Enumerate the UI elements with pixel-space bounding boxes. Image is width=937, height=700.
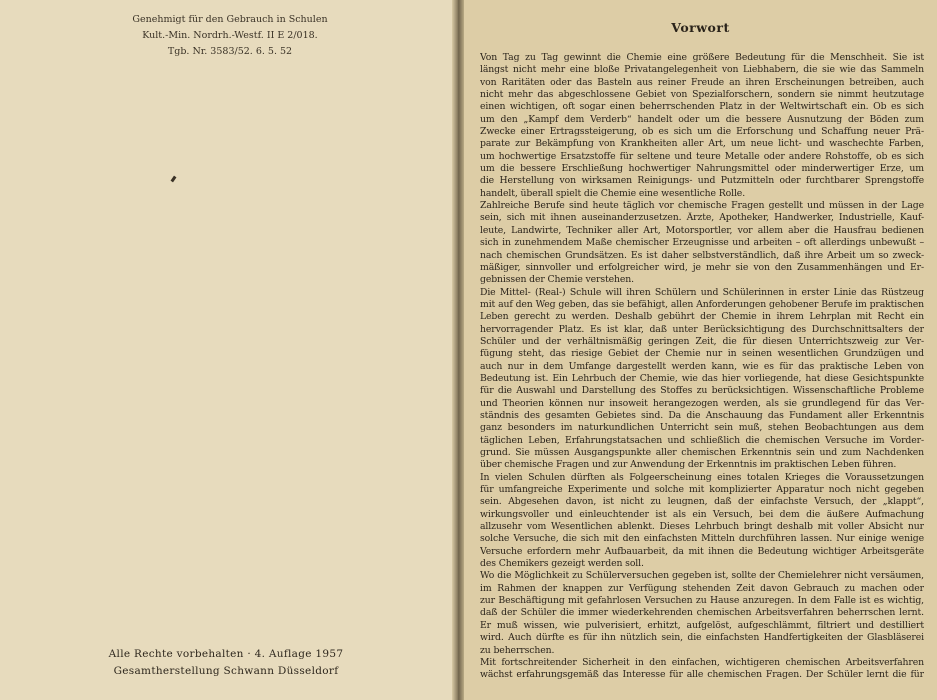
text-line: grund. Sie müssen Ausgangspunkte aller chemischen Erkenntnis sein und zum Nachdenken [480, 447, 924, 458]
left-page [0, 0, 456, 700]
text-line: für umfangreiche Experimente und solche mit komplizierter Apparatur noch nicht gegeben [480, 484, 924, 496]
text-line: Er muß wissen, wie pulverisiert, erhitzt, aufgelöst, aufgeschlämmt, filtriert und destilliert [480, 619, 924, 631]
text-line: um hochwertige Ersatzstoffe für seltene und teure Metalle oder andere Rohstoffe, ob es sich [480, 150, 924, 162]
text-line: wird. Auch dürfte es für ihn nützlich sein, die einfachsten Handfertigkeiten der Glasbläserei [480, 632, 924, 644]
approval-imprint [110, 12, 350, 60]
text-line: nach chemischen Grundsätzen. Es ist daher selbstverständlich, daß ihre Arbeit um so zweck- [480, 249, 924, 261]
text-line: nicht mehr das abgeschlossene Gebiet von Spezialforschern, sondern sie nimmt heutzutage [480, 89, 924, 101]
text-line: Die Mittel- (Real-) Schule will ihren Schülern und Schülerinnen in erster Linie das Rüstzeug [480, 286, 924, 298]
copyright-imprint [40, 646, 412, 680]
text-line: Leben gerecht zu werden. Deshalb gebührt der Chemie in ihrem Lehrplan mit Recht ein [480, 311, 924, 323]
text-line: wächst erfahrungsgemäß das Interesse für alle chemischen Fragen. Der Schüler lernt die für [480, 669, 924, 681]
text-line: Wo die Möglichkeit zu Schülerversuchen gegeben ist, sollte der Chemielehrer nicht versäumen, [480, 570, 924, 582]
text-line: mäßiger, sinnvoller und erfolgreicher wird, je mehr sie von den Zusammenhängen und Er- [480, 261, 924, 273]
text-line: Bedeutung ist. Ein Lehrbuch der Chemie, wie das hier vorliegende, hat diese Gesichtspunkte [480, 372, 924, 384]
text-line: über chemische Fragen und zur Anwendung der Erkenntnis im praktischen Leben führen. [480, 459, 897, 471]
text-line: täglichen Leben, Erfahrungstatsachen und schließlich die chemischen Versuche im Vorder- [480, 434, 924, 446]
text-line: und Theorien können nur insoweit herangezogen werden, als sie grundlegend für das Ver- [480, 397, 924, 409]
text-line: daß der Schüler die immer wiederkehrenden chemischen Arbeitsverfahren beherrschen lernt. [480, 607, 924, 619]
text-line: leute, Landwirte, Techniker aller Art, Motorsportler, vor allem aber die Hausfrau bedienen [480, 224, 924, 236]
text-line: sein, sich mit ihnen auseinanderzusetzen. Ärzte, Apotheker, Handwerker, Industrielle, Kauf- [480, 212, 924, 224]
text-line: Versuche erfordern mehr Aufbauarbeit, da mit ihnen die Bedeutung wichtiger Arbeitsgeräte [480, 545, 924, 557]
text-line: ganz besonders im naturkundlichen Unterricht sein muß, stehen Beobachtungen aus dem [480, 422, 924, 434]
text-line: sein. Abgesehen davon, ist nicht zu leugnen, daß der einfachste Versuch, der „klappt“, [480, 496, 924, 508]
text-line: von Raritäten oder das Basteln aus reiner Freude an ihren Erscheinungen betreiben, auch [480, 76, 924, 88]
text-line: auch nur in dem Umfange dargestellt werden kann, wie es für das praktische Leben von [480, 360, 924, 372]
text-line: handelt, überall spielt die Chemie eine wesentliche Rolle. [480, 187, 746, 199]
text-line: für die Auswahl und Darstellung des Stoffes zu berücksichtigen. Wissenschaftliche Probleme [480, 385, 924, 397]
text-line: die Herstellung von wirksamen Reinigungs- und Putzmitteln oder furchtbarer Sprengstoffe [480, 175, 924, 187]
text-line: Mit fortschreitender Sicherheit in den einfachen, wichtigeren chemischen Arbeitsverfahren [480, 656, 924, 668]
book-gutter [452, 0, 464, 700]
text-line: hervorragender Platz. Es ist klar, daß unter Berücksichtigung des Durchschnittsalters der [480, 323, 924, 335]
text-line: fügung steht, das riesige Gebiet der Chemie nur in seinen wesentlichen Grundzügen und [480, 348, 924, 360]
text-line: des Chemikers gezeigt werden soll. [480, 558, 644, 570]
text-line: In vielen Schulen dürften als Folgeerscheinung eines totalen Krieges die Voraussetzungen [480, 471, 924, 483]
text-line: zur Beschäftigung mit gefahrlosen Versuchen zu Hause anzuregen. In dem Falle ist es wichtig, [480, 595, 924, 607]
text-line: sich in zunehmendem Maße chemischer Erzeugnisse und arbeiten – oft allerdings unbewußt – [480, 237, 924, 249]
text-line: allzusehr vom Wesentlichen ablenkt. Dieses Lehrbuch bringt deshalb mit voller Absicht nur [480, 521, 924, 533]
text-line: parate zur Bekämpfung von Krankheiten aller Art, um neue licht- und waschechte Farben, [480, 138, 924, 150]
text-line: einen wichtigen, oft sogar einen beherrschenden Platz in der Weltwirtschaft ein. Ob es sich [480, 101, 924, 113]
text-line: ständnis des gesamten Gebietes sind. Da die Anschauung das Fundament aller Erkenntnis [480, 409, 924, 421]
text-line: gebnissen der Chemie verstehen. [480, 274, 634, 286]
imprint-line: Gesamtherstellung Schwann Düsseldorf [113, 665, 339, 677]
text-line: zu beherrschen. [480, 644, 555, 656]
text-line: längst nicht mehr eine bloße Privatangelegenheit von Liebhabern, die sie wie das Sammeln [480, 64, 924, 76]
text-line: Zwecke einer Ertragssteigerung, ob es sich um die Erforschung und Schaffung neuer Prä- [480, 126, 924, 138]
text-line: mit auf den Weg geben, das sie befähigt, allen Anforderungen gehobener Berufe im praktischen [480, 298, 924, 310]
text-line: Von Tag zu Tag gewinnt die Chemie eine größere Bedeutung für die Menschheit. Sie ist [480, 52, 924, 63]
ink-mark [171, 176, 177, 183]
text-line: um die bessere Erschließung hochwertiger Nahrungsmittel oder minderwertiger Erze, um [480, 163, 924, 175]
text-line: um den „Kampf dem Verderb“ handelt oder um die bessere Ausnutzung der Böden zum [480, 113, 924, 125]
text-line: im Rahmen der knappen zur Verfügung stehenden Zeit davon Gebrauch zu machen oder [480, 582, 924, 594]
imprint-line: Genehmigt für den Gebrauch in Schulen [132, 14, 328, 25]
imprint-line: Kult.-Min. Nordrh.-Westf. II E 2/018. [142, 30, 318, 41]
text-line: Schüler und der verhältnismäßig geringen Zeit, die für diesen Unterrichtszweig zur Ver- [480, 335, 924, 347]
text-line: solche Versuche, die sich mit den einfachsten Mitteln durchführen lassen. Nur einige wenige [480, 533, 924, 545]
text-line: Zahlreiche Berufe sind heute täglich vor chemische Fragen gestellt und müssen in der Lage [480, 200, 924, 212]
foreword-text [480, 52, 924, 682]
imprint-line: Tgb. Nr. 3583/52. 6. 5. 52 [167, 46, 293, 57]
page-heading: Vorwort [671, 20, 730, 35]
text-line: wirkungsvoller und einleuchtender ist als ein Versuch, bei dem die äußere Aufmachung [480, 508, 924, 520]
imprint-line: Alle Rechte vorbehalten · 4. Auflage 1957 [108, 648, 344, 660]
